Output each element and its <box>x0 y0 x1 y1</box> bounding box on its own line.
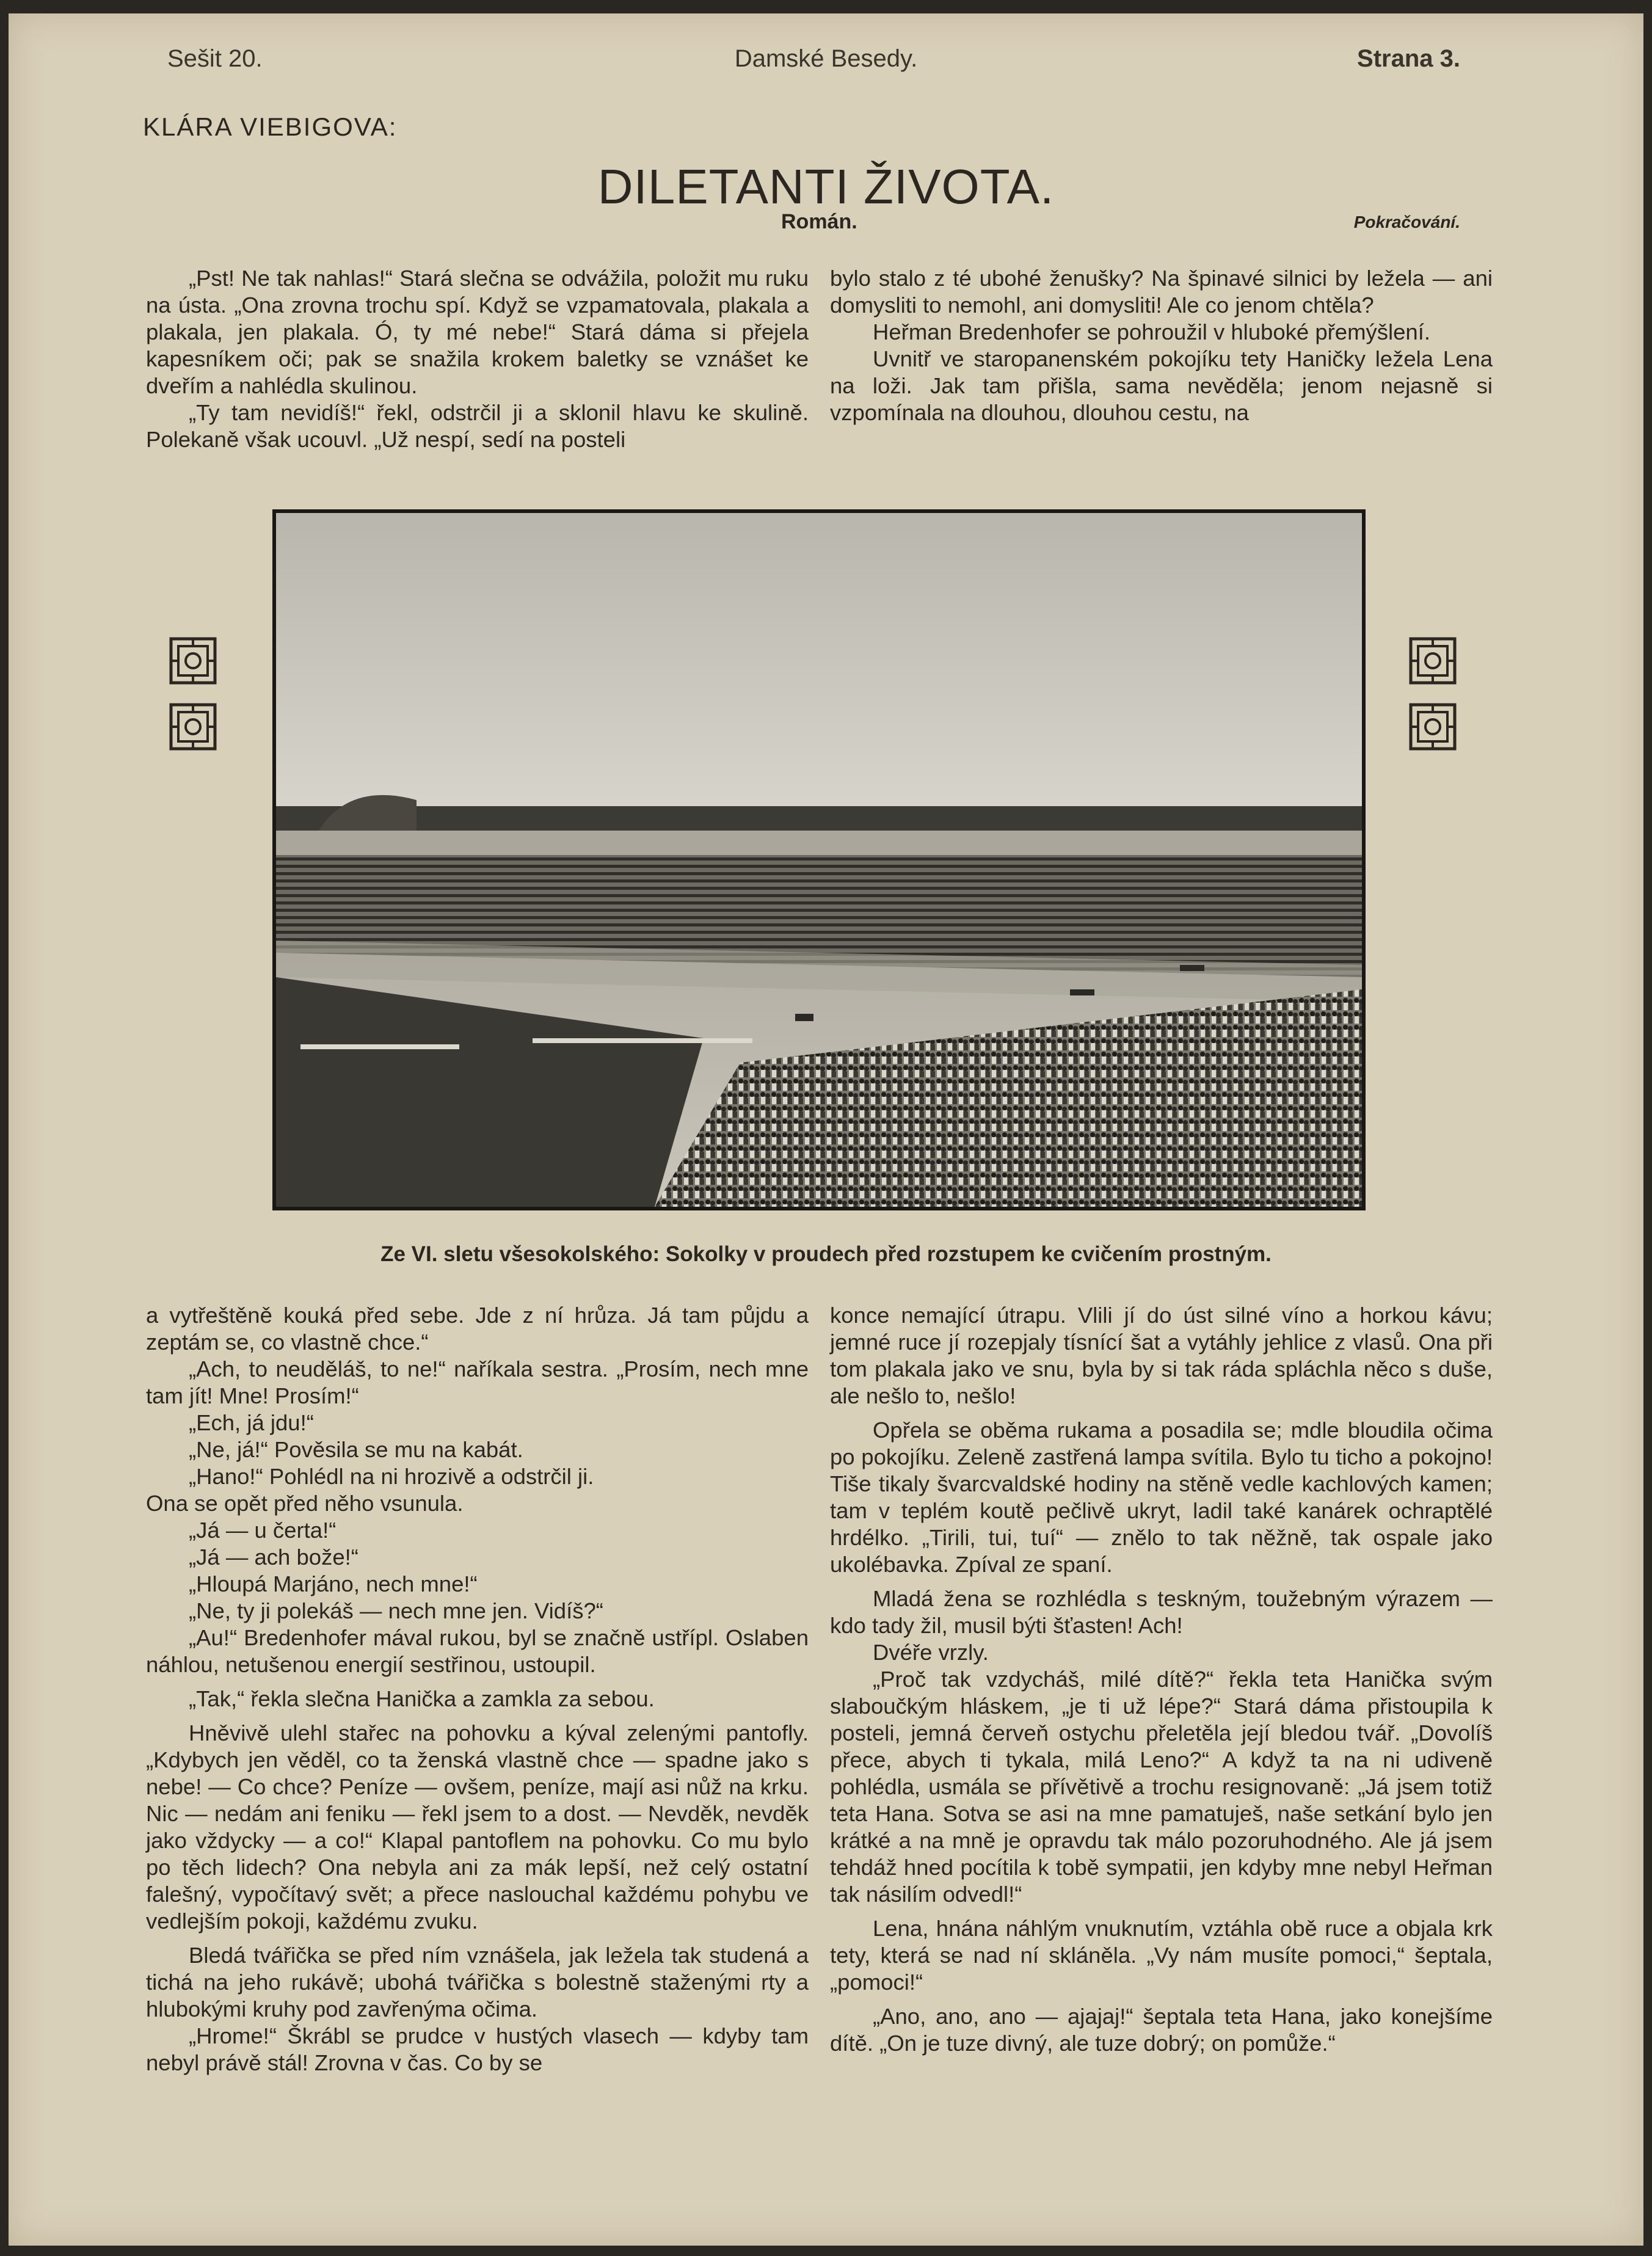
ornament-icon <box>1408 636 1457 685</box>
stadium-photo-image <box>276 513 1362 1207</box>
paragraph: „Tak,“ řekla slečna Hanička a zamkla za sebou. <box>189 1686 655 1711</box>
paragraph: Dvéře vrzly. <box>873 1640 989 1665</box>
paragraph: Mladá žena se rozhlédla s teskným, toužebným výrazem — kdo tady žil, musil býti šťasten! Ach! <box>830 1586 1493 1638</box>
paragraph: Ona se opět před něho vsunula. <box>146 1491 464 1516</box>
issue-number: Sešit 20. <box>167 45 263 72</box>
paragraph: „Ano, ano, ano — ajajaj!“ šeptala teta Hana, jako konejšíme dítě. „On je tuze divný, ale tuze dobrý; on pomůže.“ <box>830 2004 1493 2056</box>
paragraph: a vytřeštěně kouká před sebe. Jde z ní hrůza. Já tam půjdu a zeptám se, co vlastně chce.“ <box>146 1303 809 1355</box>
ornament-icon <box>169 702 217 751</box>
photograph <box>272 509 1366 1210</box>
paragraph: „Pst! Ne tak nahlas!“ Stará slečna se odvážila, položit mu ruku na ústa. „Ona zrovna trochu spí. Když se vzpamatovala, plakala a plakala, jen plakala. Ó, ty mé nebe!“ Stará dáma si přejela kapesníkem oči; pak se snažila krokem baletky se vznášet ke dveřím a nahlédla skulinou. <box>146 266 809 398</box>
text-column-top-right <box>830 265 1493 426</box>
paragraph: Lena, hnána náhlým vnuknutím, vztáhla obě ruce a objala krk tety, která se nad ní skláněla. „Vy nám musíte pomoci,“ šeptala, „pomoci!“ <box>830 1916 1493 1995</box>
paragraph: Uvnitř ve staropanenském pokojíku tety Haničky ležela Lena na loži. Jak tam přišla, sama nevěděla; jenom nejasně si vzpomínala na dlouhou, dlouhou cestu, na <box>830 346 1493 425</box>
photo-caption: Ze VI. sletu všesokolského: Sokolky v proudech před rozstupem ke cvičením prostným. <box>380 1242 1272 1266</box>
ornament-icon <box>169 636 217 685</box>
magazine-page <box>9 13 1643 2246</box>
paragraph: „Já — u čerta!“ <box>189 1518 337 1543</box>
paragraph: „Ach, to neuděláš, to ne!“ naříkala sestra. „Prosím, nech mne tam jít! Mne! Prosím!“ <box>146 1356 809 1408</box>
paragraph: Opřela se oběma rukama a posadila se; mdle bloudila očima po pokojíku. Zeleně zastřená lampa svítila. Bylo tu ticho a pokojno! Tiše tikaly švarcvaldské hodiny na stěně vedle kachlových kamen; tam v teplém koutě pečlivě ukryt, ladil také kanárek ochraptělé hrdélko. „Tirili, tui, tuí“ — znělo to tak něžně, tak ospale jako ukolébavka. Zpíval ze spaní. <box>830 1417 1493 1577</box>
paragraph: „Ty tam nevidíš!“ řekl, odstrčil ji a sklonil hlavu ke skulině. Polekaně však ucouvl. „Už nespí, sedí na posteli <box>146 400 809 452</box>
ornament-icon <box>1408 702 1457 751</box>
paragraph: „Proč tak vzdycháš, milé dítě?“ řekla teta Hanička svým slaboučkým hláskem, „je ti už lépe?“ Stará dáma přistoupila k posteli, jemná červeň ostychu přeletěla její bledou tvář. „Dovolíš přece, abych ti tykala, milá Leno?“ A když ta na ni udiveně pohlédla, usmála se přívětivě a trochu resignovaně: „Já jsem totiž teta Hana. Sotva se asi na mne pamatuješ, naše setkání bylo jen krátké a na mně je opravdu tak málo pozoruhodného. Ale já jsem tehdáž hned pocítila k tobě sympatii, jen kdyby mne nebyl Heřman tak násilím odvedl!“ <box>830 1667 1493 1907</box>
paragraph: „Ne, já!“ Pověsila se mu na kabát. <box>189 1437 523 1462</box>
paragraph: konce nemající útrapu. Vlili jí do úst silné víno a horkou kávu; jemné ruce jí rozepjaly tísnící šat a vytáhly jehlice z vlasů. Ona při tom plakala jako ve snu, byla by si tak ráda spláchla něco s duše, ale nešlo to, nešlo! <box>830 1303 1493 1408</box>
paragraph: „Hloupá Marjáno, nech mne!“ <box>189 1571 478 1596</box>
text-column-top-left <box>146 265 809 453</box>
page-number: Strana 3. <box>1357 45 1460 72</box>
text-column-bottom-left <box>146 1302 809 2076</box>
article-title: DILETANTI ŽIVOTA. <box>597 159 1055 214</box>
paragraph: Heřman Bredenhofer se pohroužil v hluboké přemýšlení. <box>873 319 1430 344</box>
article-author: KLÁRA VIEBIGOVA: <box>143 112 398 141</box>
article-subtitle: Román. <box>781 210 857 233</box>
paragraph: „Hrome!“ Škrábl se prudce v hustých vlasech — kdyby tam nebyl právě stál! Zrovna v čas. Co by se <box>146 2023 809 2075</box>
paragraph: Bledá tvářička se před ním vznášela, jak ležela tak studená a tichá na jeho rukávě; ubohá tvářička s bolestně staženými rty a hlubokými kruhy pod zavřenýma očima. <box>146 1943 809 2021</box>
paragraph: „Ech, já jdu!“ <box>189 1410 314 1435</box>
text-column-bottom-right <box>830 1302 1493 2057</box>
paragraph: „Já — ach bože!“ <box>189 1545 358 1570</box>
paragraph: „Au!“ Bredenhofer mával rukou, byl se značně ustřípl. Oslaben náhlou, netušenou energií sestřinou, ustoupil. <box>146 1625 809 1677</box>
paragraph: „Hano!“ Pohlédl na ni hrozivě a odstrčil ji. <box>189 1464 594 1489</box>
paragraph: „Ne, ty ji polekáš — nech mne jen. Vidíš?“ <box>189 1598 603 1623</box>
paragraph: bylo stalo z té ubohé ženušky? Na špinavé silnici by ležela — ani domysliti to nemohl, ani domysliti! Ale co jenom chtěla? <box>830 266 1493 318</box>
paragraph: Hněvivě ulehl stařec na pohovku a kýval zelenými pantofly. „Kdybych jen věděl, co ta ženská vlastně chce — spadne jako s nebe! — Co chce? Peníze — ovšem, peníze, mají asi nůž na krku. Nic — nedám ani feniku — řekl jsem to a dost. — Nevděk, nevděk jako vždycky — a co!“ Klapal pantoflem na pohovku. Co mu bylo po těch lidech? Ona nebyla ani za mák lepší, než celý ostatní falešný, vypočítavý svět; a přece naslouchal každému pohybu ve vedlejším pokoji, každému zvuku. <box>146 1720 809 1934</box>
magazine-title: Damské Besedy. <box>734 45 918 72</box>
continuation-note: Pokračování. <box>1353 213 1460 231</box>
